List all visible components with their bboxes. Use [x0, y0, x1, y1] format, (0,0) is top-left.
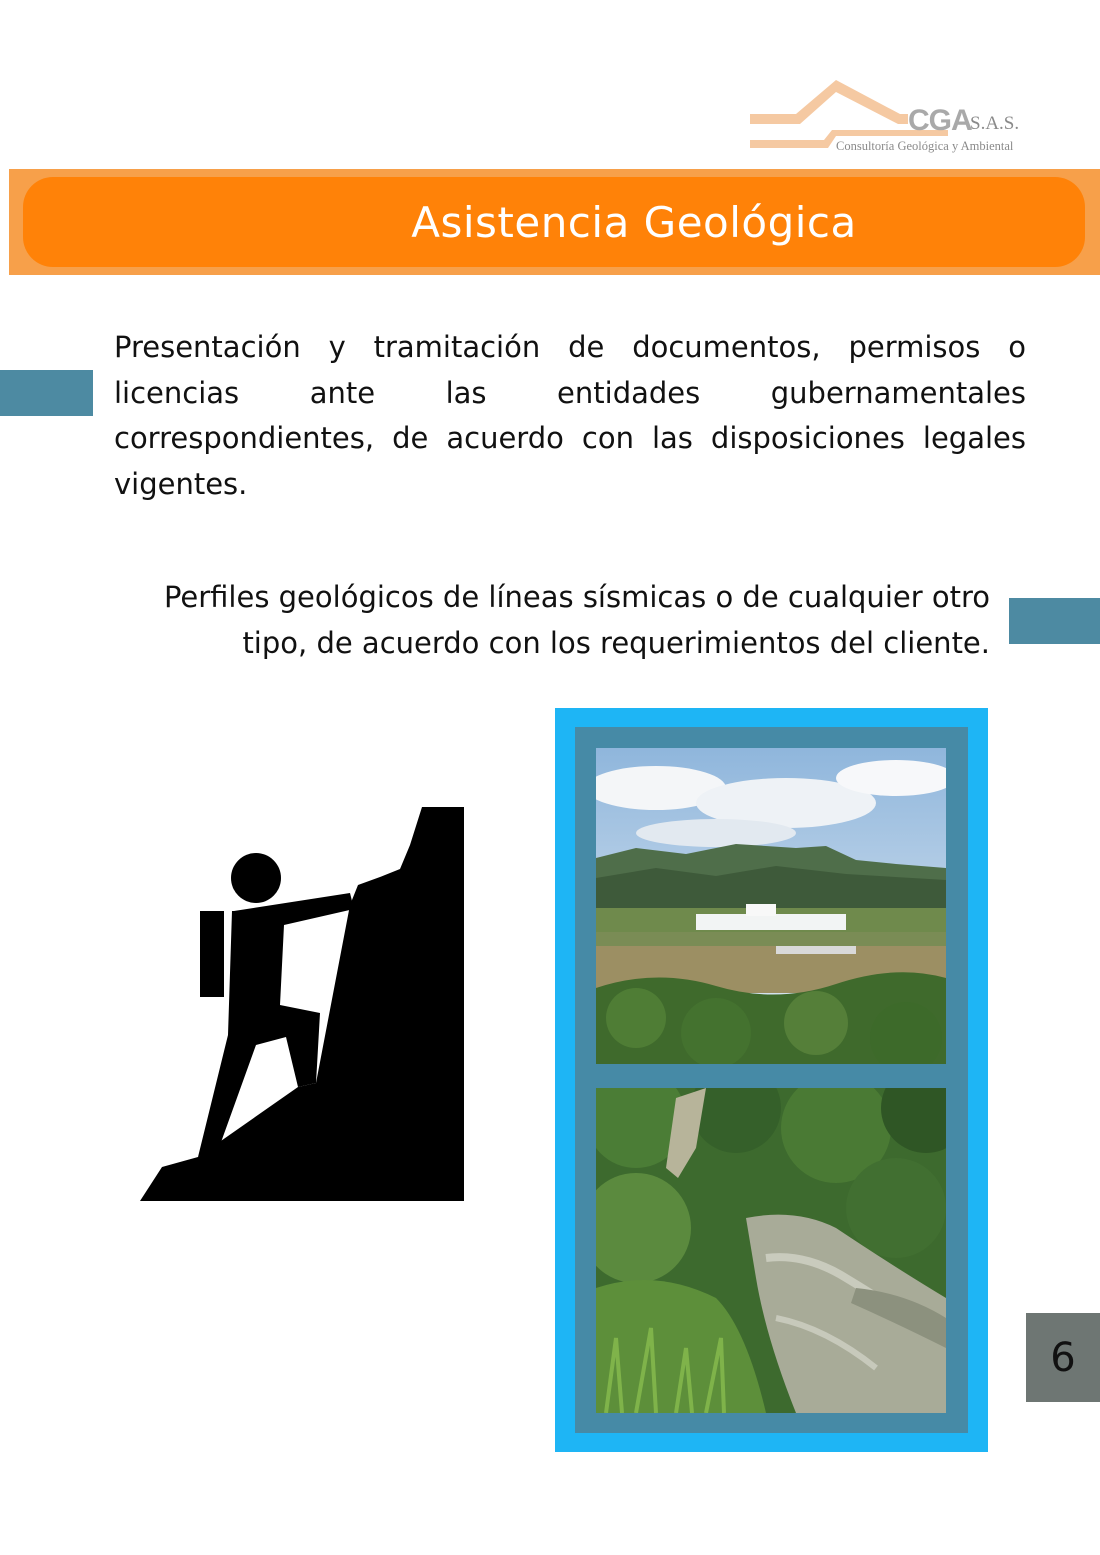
valley-landscape-photo [596, 748, 946, 1064]
river-photo [596, 1088, 946, 1413]
title-banner [23, 177, 1085, 267]
page-title: Asistencia Geológica [411, 197, 857, 247]
rock-climber-icon [138, 805, 468, 1209]
side-tab-right [1009, 598, 1100, 644]
side-tab-left [0, 370, 93, 416]
page-number-box [1026, 1313, 1100, 1402]
company-logo [748, 70, 1028, 160]
logo-suffix: S.A.S. [970, 113, 1020, 134]
logo-subtitle: Consultoría Geológica y Ambiental [836, 139, 1014, 153]
section-paragraph-documents: Presentación y tramitación de documentos, permisos o licencias ante las entidades gubernamentales correspondientes, de acuerdo con las disposiciones legales vigentes. [114, 330, 1026, 501]
photo-frame [555, 708, 988, 1452]
logo-mark: CGA [908, 104, 972, 137]
section-paragraph-profiles: Perfiles geológicos de líneas sísmicas o de cualquier otro tipo, de acuerdo con los requerimientos del cliente. [163, 580, 990, 660]
page-number: 6 [1050, 1334, 1076, 1381]
